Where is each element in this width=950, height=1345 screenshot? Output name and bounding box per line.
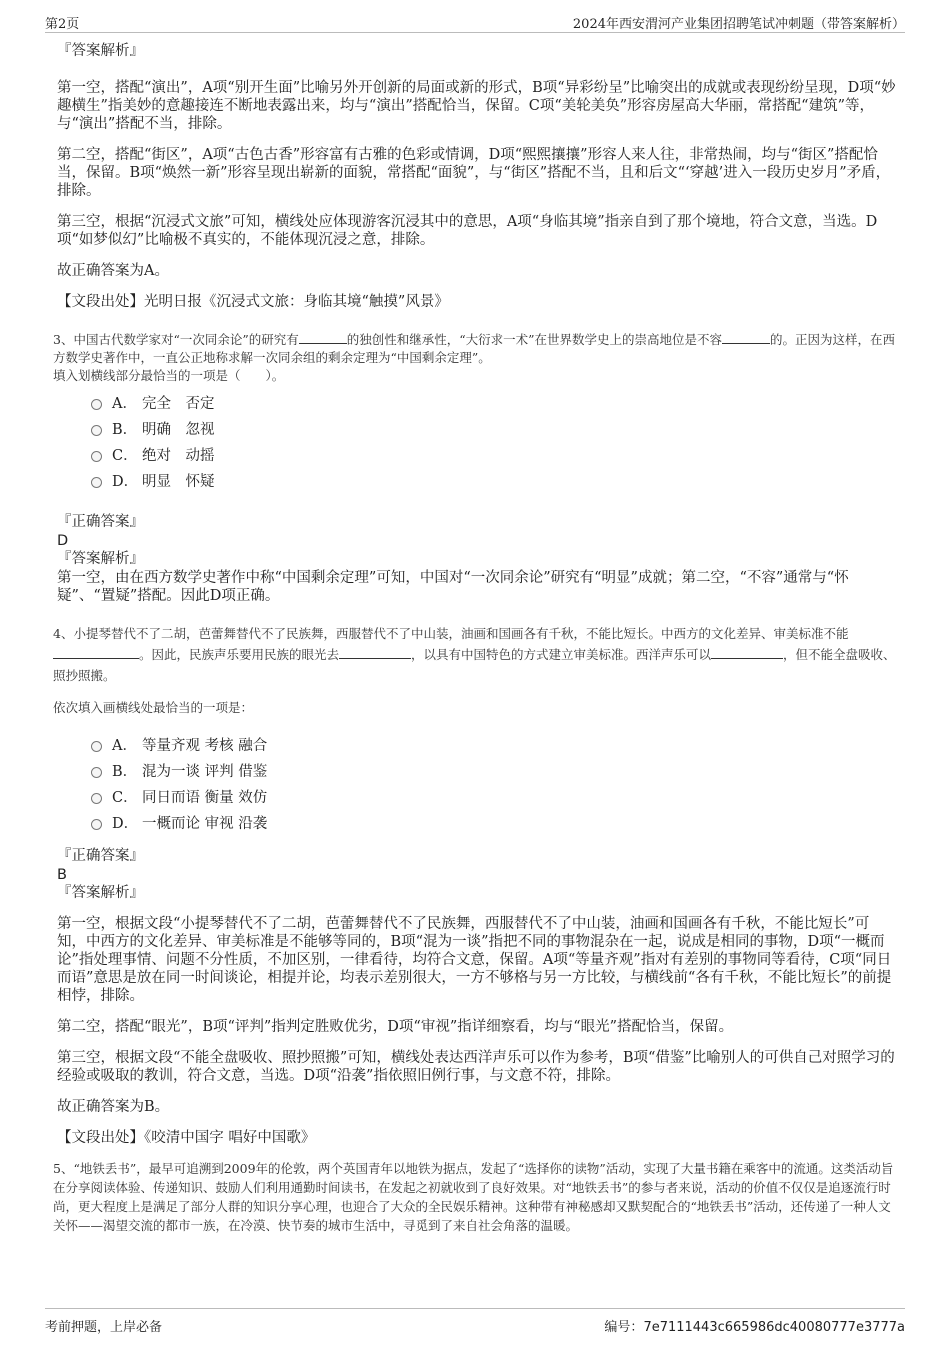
stem-text: 。因此，民族声乐要用民族的眼光去	[139, 647, 340, 662]
option-c[interactable]	[91, 785, 897, 811]
option-list	[91, 391, 897, 495]
option-letter: B．	[112, 422, 138, 438]
page-number: 第2页	[45, 17, 80, 32]
option-text: 同日而语 衡量 效仿	[142, 790, 268, 806]
conclusion: 故正确答案为A。	[57, 263, 169, 279]
option-letter: B．	[112, 764, 138, 780]
analysis-label: 『答案解析』	[57, 43, 144, 59]
analysis-paragraph: 第二空，搭配“街区”，A项“古色古香”形容富有古雅的色彩或情调，D项“熙熙攘攘”形容人来人往，非常热闹，均与“街区”搭配恰当，保留。B项“焕然一新”形容呈现出崭新的面貌，常搭配“面貌”，与“街区”搭配不当，且和后文“‘穿越’进入一段历史岁月”矛盾，排除。	[57, 147, 891, 199]
analysis-label: 『答案解析』	[57, 885, 144, 901]
question-instruction: 填入划横线部分最恰当的一项是（ ）。	[53, 368, 285, 383]
analysis-paragraph: 第三空，根据“沉浸式文旅”可知，横线处应体现游客沉浸其中的意思，A项“身临其境”指亲自到了那个境地，符合文意，当选。D项“如梦似幻”比喻极不真实的，不能体现沉浸之意，排除。	[57, 214, 878, 248]
question-instruction: 依次填入画横线处最恰当的一项是：	[53, 700, 254, 715]
analysis-label: 『答案解析』	[57, 551, 144, 567]
document-title: 2024年西安渭河产业集团招聘笔试冲刺题（带答案解析）	[572, 17, 905, 32]
answer-blank	[711, 646, 783, 659]
option-text: 等量齐观 考核 融合	[142, 738, 268, 754]
option-text: 明显 怀疑	[142, 474, 215, 490]
option-letter: D．	[112, 474, 139, 490]
question-stem	[53, 331, 897, 367]
analysis-paragraph: 第三空，根据文段“不能全盘吸收、照抄照搬”可知，横线处表达西洋声乐可以作为参考，B项“借鉴”比喻别人的可供自己对照学习的经验或吸取的教训，符合文意，当选。D项“沿袭”指依照旧例行事，与文意不符，排除。	[57, 1050, 895, 1084]
question-3-answer	[57, 513, 897, 605]
question-3	[53, 331, 897, 495]
stem-text: 4、小提琴替代不了二胡，芭蕾舞替代不了民族舞，西服替代不了中山装，油画和国画各有千秋，不能比短长。中西方的文化差异、审美标准不能	[53, 626, 849, 641]
radio-button[interactable]	[91, 425, 102, 436]
option-text: 明确 忽视	[142, 422, 215, 438]
option-b[interactable]	[91, 417, 897, 443]
document-code	[604, 1316, 905, 1335]
stem-text: 的独创性和继承性，“大衍求一术”在世界数学史上的崇高地位是不容	[346, 332, 723, 347]
analysis-paragraph: 第一空，根据文段“小提琴替代不了二胡，芭蕾舞替代不了民族舞，西服替代不了中山装，油画和国画各有千秋，不能比短长”可知，中西方的文化差异、审美标准是不能够等同的，B项“混为一谈”指把不同的事物混杂在一起，说成是相同的事物，D项“一概而论”指处理事情、问题不分性质，不加区别，一律看待，均符合文意，保留。A项“等量齐观”指对有差别的事物同等看待，C项“同日而语”意思是放在同一时间谈论，相提并论，均表示差别很大，一方不够格与另一方比较，与横线前“各有千秋，不能比短长”的前提相悖，排除。	[57, 916, 892, 1004]
stem-text: 3、中国古代数学家对“一次同余论”的研究有	[53, 332, 299, 347]
correct-answer: B	[57, 867, 67, 883]
option-d[interactable]	[91, 469, 897, 495]
correct-answer: D	[57, 533, 69, 549]
analysis-paragraph: 第一空，搭配“演出”，A项“别开生面”比喻另外开创新的局面或新的形式，B项“异彩纷呈”比喻突出的成就或表现纷纷呈现，D项“妙趣横生”指美妙的意趣接连不断地表露出来，均与“演出”搭配恰当，保留。C项“美轮美奂”形容房屋高大华丽，常搭配“建筑”等，与“演出”搭配不当，排除。	[57, 80, 896, 132]
source-citation: 【文段出处】光明日报《沉浸式文旅：身临其境“触摸”风景》	[57, 294, 449, 310]
question-2-analysis	[57, 42, 897, 311]
option-c[interactable]	[91, 443, 897, 469]
page-footer	[45, 1308, 905, 1335]
footer-slogan: 考前押题，上岸必备	[45, 1320, 163, 1335]
document-body	[53, 42, 897, 1235]
radio-button[interactable]	[91, 793, 102, 804]
question-stem	[53, 623, 897, 686]
question-5	[53, 1159, 897, 1235]
radio-button[interactable]	[91, 399, 102, 410]
option-text: 混为一谈 评判 借鉴	[142, 764, 268, 780]
option-a[interactable]	[91, 391, 897, 417]
question-4-answer	[57, 847, 897, 1147]
radio-button[interactable]	[91, 767, 102, 778]
question-4	[53, 623, 897, 837]
radio-button[interactable]	[91, 451, 102, 462]
option-text: 绝对 动摇	[142, 448, 215, 464]
question-stem: 5、“地铁丢书”，最早可追溯到2009年的伦敦，两个英国青年以地铁为据点，发起了“选择你的读物”活动，实现了大量书籍在乘客中的流通。这类活动旨在分享阅读体验、传递知识、鼓励人们利用通勤时间读书，在发起之初就收到了良好效果。对“地铁丢书”的参与者来说，活动的价值不仅仅是追逐流行时尚，更大程度上是满足了部分人群的知识分享心理，也迎合了大众的全民娱乐精神。这种带有神秘感却又默契配合的“地铁丢书”活动，还传递了一种人文关怀——渴望交流的都市一族，在冷漠、快节奏的城市生活中，寻觅到了来自社会角落的温暖。	[53, 1161, 894, 1233]
answer-blank	[722, 331, 770, 344]
option-letter: C．	[112, 448, 138, 464]
correct-answer-label: 『正确答案』	[57, 514, 144, 530]
option-letter: D．	[112, 816, 139, 832]
answer-blank	[53, 646, 139, 659]
option-a[interactable]	[91, 733, 897, 759]
option-letter: A．	[112, 396, 137, 412]
option-letter: C．	[112, 790, 138, 806]
page-header	[45, 10, 905, 33]
conclusion: 故正确答案为B。	[57, 1099, 170, 1115]
option-letter: A．	[112, 738, 137, 754]
code-label: 编号：	[604, 1320, 644, 1335]
code-value: 7e7111443c665986dc40080777e3777a	[643, 1320, 905, 1335]
analysis-paragraph: 第一空，由在西方数学史著作中称“中国剩余定理”可知，中国对“一次同余论”研究有“明显”成就；第二空，“不容”通常与“怀疑”、“置疑”搭配。因此D项正确。	[57, 570, 849, 604]
analysis-paragraph: 第二空，搭配“眼光”，B项“评判”指判定胜败优劣，D项“审视”指详细察看，均与“眼光”搭配恰当，保留。	[57, 1019, 734, 1035]
option-text: 完全 否定	[142, 396, 215, 412]
radio-button[interactable]	[91, 819, 102, 830]
answer-blank	[299, 331, 347, 344]
option-d[interactable]	[91, 811, 897, 837]
radio-button[interactable]	[91, 477, 102, 488]
stem-text: 的。正因为这样，在西方数学史著作中，一直公正地称求解一次同余组的剩余定理为“中国剩余定理”。	[53, 332, 896, 365]
correct-answer-label: 『正确答案』	[57, 848, 144, 864]
option-text: 一概而论 审视 沿袭	[142, 816, 268, 832]
source-citation: 【文段出处】《咬清中国字 唱好中国歌》	[57, 1130, 316, 1146]
stem-text: ，以具有中国特色的方式建立审美标准。西洋声乐可以	[411, 647, 712, 662]
option-b[interactable]	[91, 759, 897, 785]
radio-button[interactable]	[91, 741, 102, 752]
option-list	[91, 733, 897, 837]
answer-blank	[339, 646, 411, 659]
stem-text: ，但不能全盘吸收、照抄照搬。	[53, 647, 896, 683]
